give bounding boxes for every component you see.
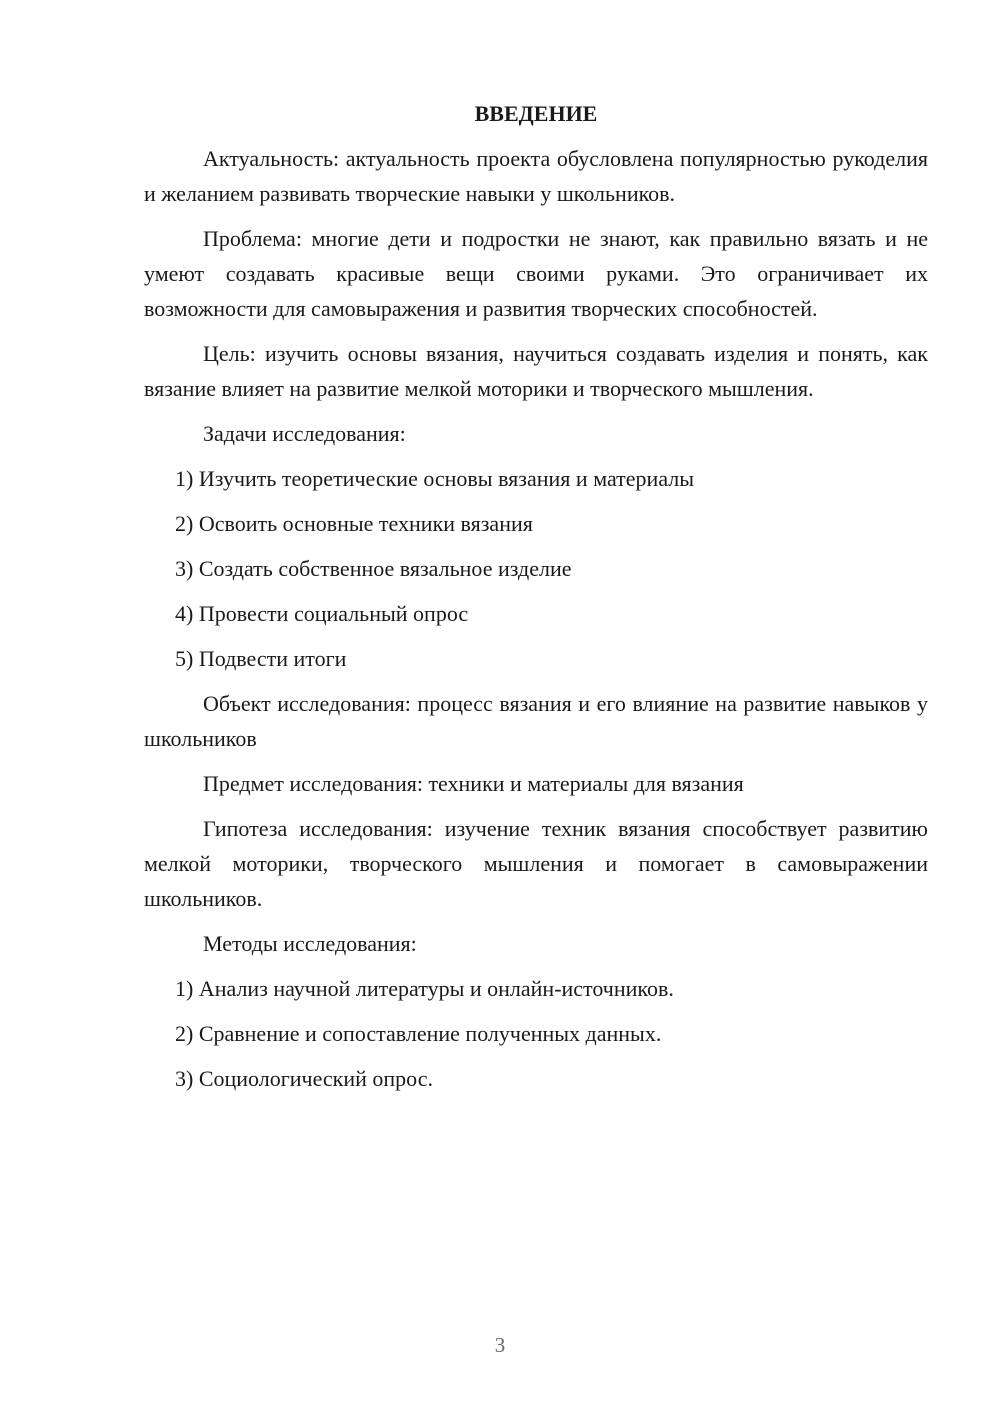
methods-heading: Методы исследования: — [203, 931, 417, 956]
goal-paragraph: Цель: изучить основы вязания, научиться создавать изделия и понять, как вязание влияет на развитие мелкой моторики и творческого мышления. — [144, 341, 928, 401]
list-item: 4) Провести социальный опрос — [175, 601, 469, 626]
subject-paragraph: Предмет исследования: техники и материалы для вязания — [203, 771, 744, 796]
list-item: 3) Создать собственное вязальное изделие — [175, 556, 572, 581]
relevance-paragraph: Актуальность: актуальность проекта обусловлена популярностью рукоделия и желанием развивать творческие навыки у школьников. — [144, 146, 928, 206]
list-item: 3) Социологический опрос. — [175, 1066, 433, 1091]
methods-list — [144, 971, 928, 1096]
page-title: ВВЕДЕНИЕ — [474, 101, 598, 126]
document-page — [144, 96, 928, 1106]
problem-paragraph: Проблема: многие дети и подростки не знают, как правильно вязать и не умеют создавать красивые вещи своими руками. Это ограничивает их возможности для самовыражения и развития творческих способностей. — [144, 226, 928, 321]
list-item: 1) Анализ научной литературы и онлайн-источников. — [175, 976, 674, 1001]
list-item: 2) Освоить основные техники вязания — [175, 511, 533, 536]
list-item: 1) Изучить теоретические основы вязания и материалы — [175, 466, 695, 491]
list-item: 2) Сравнение и сопоставление полученных данных. — [175, 1021, 662, 1046]
tasks-heading: Задачи исследования: — [203, 421, 406, 446]
tasks-list — [144, 461, 928, 676]
object-paragraph: Объект исследования: процесс вязания и его влияние на развитие навыков у школьников — [144, 691, 928, 751]
list-item: 5) Подвести итоги — [175, 646, 347, 671]
hypothesis-paragraph: Гипотеза исследования: изучение техник вязания способствует развитию мелкой моторики, творческого мышления и помогает в самовыражении школьников. — [144, 816, 928, 911]
page-number: 3 — [494, 1333, 506, 1357]
